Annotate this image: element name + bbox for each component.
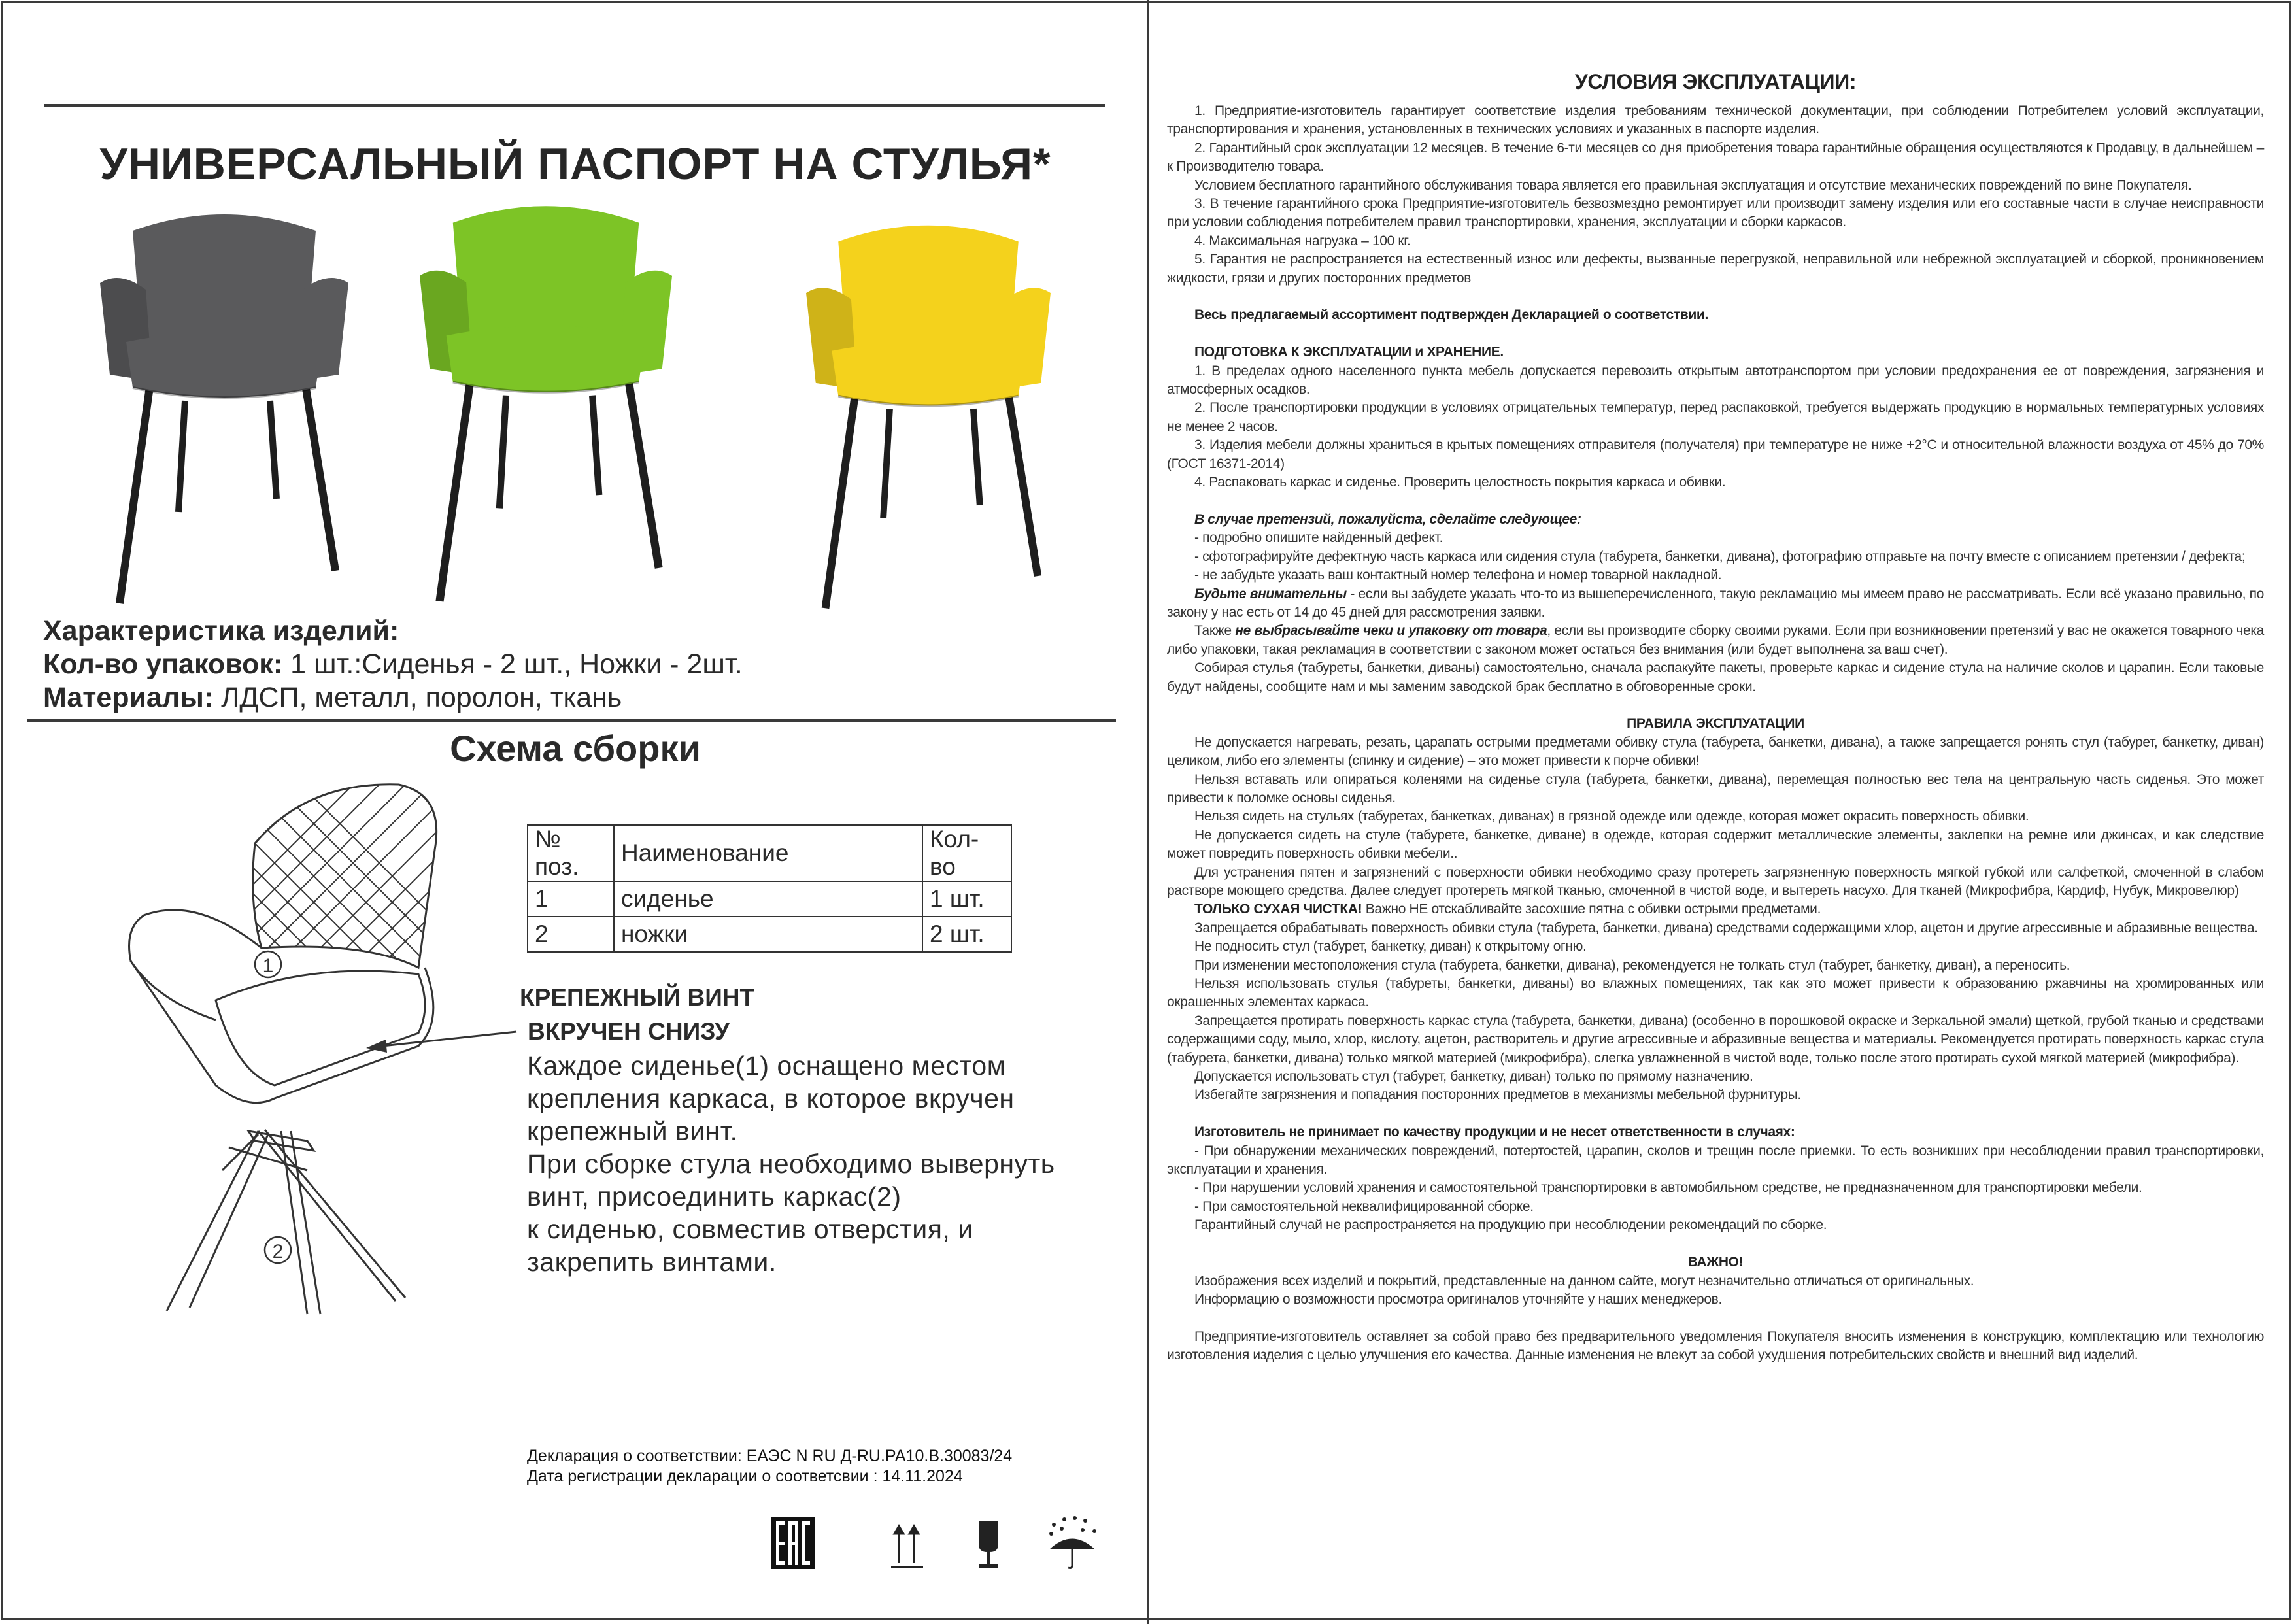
paragraph [1167, 900, 2264, 919]
text-segment: Также [1194, 623, 1236, 639]
declaration [527, 1446, 1012, 1487]
paragraph: Нельзя сидеть на стульях (табуретах, банкетках, диванах) в грязной одежде или одежде, которая может окрасить поверхность обивки. [1194, 809, 2029, 824]
section [1167, 306, 2264, 324]
text-segment: Будьте внимательны [1194, 586, 1347, 601]
paragraph: 1. Предприятие-изготовитель гарантирует соответствие изделия требованиям технической документации, при соблюдении Потребителем условий эксплуатации, транспортирования и хранения, установленных в технических условиях и указанных в паспорте изделия. [1167, 103, 2264, 137]
section [1167, 715, 2264, 1105]
seat-outline [98, 785, 530, 1103]
paragraph: 2. После транспортировки продукции в условиях отрицательных температур, перед распаковкой, требуется выдержать продукцию в нормальных температурных условиях не менее 2 часов. [1167, 400, 2264, 434]
product-photo-gray-chair [80, 205, 368, 617]
section-heading: ВАЖНО! [1687, 1255, 1744, 1270]
instruction-line: к сиденью, совместив отверстия, и [527, 1214, 973, 1244]
col-header-qty: Кол-во [922, 825, 1011, 881]
text-segment: не выбрасывайте чеки и упаковку от товара [1235, 623, 1547, 639]
cell-position: 1 [528, 881, 614, 917]
paragraph: 2. Гарантийный срок эксплуатации 12 месяцев. В течение 6-ти месяцев со дня приобретения товара гарантийные обращения осуществляются к Продавцу, в дальнейшем – к Производителю товара. [1167, 140, 2264, 175]
callout-1: 1 [262, 955, 274, 977]
screw-note [520, 981, 754, 1049]
parts-table [527, 824, 1012, 953]
paragraph: Допускается использовать стул (табурет, банкетку, диван) только по прямому назначению. [1194, 1069, 1753, 1085]
chair-leg [1005, 377, 1038, 576]
section [1167, 1123, 2264, 1234]
instruction-line: Каждое сиденье(1) оснащено местом [527, 1051, 1006, 1081]
table-row [528, 881, 1011, 917]
paragraph: 3. Изделия мебели должны храниться в крытых помещениях отправителя (получателя) при температуре не ниже +2°С и относительной влажности воздуха от 45% до 70% (ГОСТ 16371-2014) [1167, 437, 2264, 471]
paragraph: 3. В течение гарантийного срока Предприятие-изготовитель безвозмездно ремонтирует или производит замену изделия или его составные части в случае неисправности при условии соблюдения потребителем правил транспортировки, хранения, эксплуатации и сборки каркасов. [1167, 196, 2264, 230]
materials-value: ЛДСП, металл, поролон, ткань [213, 682, 622, 713]
cell-qty: 2 шт. [922, 917, 1011, 952]
chair-leg [973, 409, 980, 505]
paragraph: - При самостоятельной неквалифицированной сборке. [1194, 1198, 1534, 1214]
instruction-line: При сборке стула необходимо вывернуть [527, 1149, 1055, 1179]
paragraph: Нельзя вставать или опираться коленями на сиденье стула (табурета, банкетки, дивана), перемещая полностью вес тела на центральную часть сиденья. Это может привести к поломке основы сиденья. [1167, 771, 2264, 805]
col-header-position: № поз. [528, 825, 614, 881]
paragraph: Собирая стулья (табуреты, банкетки, диваны) самостоятельно, сначала распакуйте пакеты, проверьте каркас и сидение стула на наличие сколов и царапин. Если таковые будут найдены, сообщите нам и мы заменим заводской брак бесплатно в обговоренные сроки. [1167, 660, 2264, 694]
product-photo-green-chair [392, 196, 700, 615]
section [1167, 1253, 2264, 1309]
paragraph: Нельзя использовать стулья (табуреты, банкетки, диваны) во влажных помещениях, так как это может привести к образованию ржавчины на хромированных или окрашенных элементах каркаса. [1167, 976, 2264, 1010]
declaration-number: Декларация о соответствии: ЕАЭС N RU Д-RU.РА10.В.30083/24 [527, 1447, 1013, 1465]
assembly-instructions [527, 1049, 1055, 1278]
cell-name: ножки [614, 917, 922, 952]
package-symbols [771, 1512, 1111, 1570]
paragraph: Не допускается сидеть на стуле (табурете, банкетке, диване) в одежде, которая содержит металлические элементы, заклепки на ремне или джинсах, и как следствие может повредить поверхность обивки мебели.. [1167, 827, 2264, 862]
callout-2: 2 [272, 1241, 284, 1262]
paragraph: Предприятие-изготовитель оставляет за собой право без предварительного уведомления Покупателя вносить изменения в конструкцию, комплектацию или технологию изготовления изделия с целью улучшения его качества. Данные изменения не влекут за собой ухудшения потребительских свойств и внешний вид изделий. [1167, 1328, 2264, 1363]
paragraph: Запрещается протирать поверхность каркас стула (табурета, банкетки, дивана) (особенно в порошковой окраске и Зеркальной эмали) щеткой, грубой тканью и средствами содержащими соду, мыло, хлор, кислоту, ацетон, растворитель и другие агрессивные и абразивные вещества и материалы. Рекомендуется протирать поверхность каркас стула (табурета, банкетки, дивана) только мягкой материей (микрофибра), слегка увлажненной в чистой воде, только после этого протирать сухой мягкой материей (микрофибра). [1167, 1013, 2264, 1066]
product-photo-yellow-chair [758, 216, 1098, 621]
fragile-icon [979, 1521, 998, 1568]
text-segment: , если вы производите сборку своими руками. Если при возникновении претензий у вас не окажется товарного чека либо упаковки, такая рекламация в соответствии с законом может остаться без внимания (или будет выполнена за ваш счет). [1167, 623, 2264, 657]
section-heading: Изготовитель не принимает по качеству продукции и не несет ответственности в случаях: [1194, 1125, 1795, 1140]
column-divider [1147, 0, 1149, 1624]
section [1167, 65, 2264, 288]
chair-leg [499, 396, 506, 509]
paragraph: Не подносить стул (табурет, банкетку, диван) к открытому огню. [1194, 939, 1587, 955]
specs-heading: Характеристика изделий: [43, 615, 399, 647]
paragraph: - подробно опишите найденный дефект. [1194, 530, 1443, 546]
col-header-name: Наименование [614, 825, 922, 881]
operating-conditions [1167, 65, 2264, 1383]
section-heading: УСЛОВИЯ ЭКСПЛУАТАЦИИ: [1574, 70, 1857, 93]
chair-leg [270, 401, 277, 499]
chair-leg [592, 396, 599, 495]
cell-name: сиденье [614, 881, 922, 917]
packages-label: Кол-во упаковок: [43, 649, 283, 680]
instruction-line: крепления каркаса, в которое вкручен [527, 1083, 1015, 1113]
screw-note-line: КРЕПЕЖНЫЙ ВИНТ [520, 984, 755, 1011]
paragraph: Условием бесплатного гарантийного обслуживания товара является его правильная эксплуатация и отсутствие механических повреждений по вине Покупателя. [1194, 177, 2192, 193]
cell-qty: 1 шт. [922, 881, 1011, 917]
section [1167, 1328, 2264, 1365]
eac-mark-icon [771, 1517, 815, 1569]
top-rule [44, 104, 1105, 107]
paragraph: - При нарушении условий хранения и самостоятельной транспортировки в автомобильном средстве, не предназначенном для транспортировки мебели. [1194, 1180, 2142, 1196]
instruction-line: закрепить винтами. [527, 1247, 777, 1277]
section [1167, 511, 2264, 696]
product-specs [43, 615, 743, 715]
screw-note-line: ВКРУЧЕН СНИЗУ [528, 1018, 730, 1045]
chair-leg [120, 368, 152, 603]
section-heading: В случае претензий, пожалуйста, сделайте следующее: [1194, 511, 1581, 527]
screw-arrow [366, 1032, 516, 1053]
paragraph: Для устранения пятен и загрязнений с поверхности обивки необходимо сразу протереть загрязненную поверхность мягкой губкой или салфеткой, смоченной в слабом растворе моющего средства. Далее следует протереть мягкой тканью, смоченной в чистой воде, и вытереть насухо. Для тканей (Микрофибра, Кардиф, Нубук, Микровелюр) [1167, 864, 2264, 898]
legs-frame [167, 1130, 405, 1314]
assembly-title: Схема сборки [450, 728, 701, 769]
paragraph: 4. Распаковать каркас и сиденье. Проверить целостность покрытия каркаса и обивки. [1194, 475, 1726, 490]
paragraph: Гарантийный случай не распространяется на продукцию при несоблюдении рекомендаций по сборке. [1194, 1217, 1827, 1233]
materials-label: Материалы: [43, 682, 214, 713]
paragraph: Информацию о возможности просмотра оригиналов уточняйте у наших менеджеров. [1194, 1291, 1722, 1307]
chair-seat [126, 332, 322, 398]
table-row [528, 917, 1011, 952]
assembly-diagram [98, 771, 530, 1327]
this-way-up-icon [891, 1526, 923, 1567]
paragraph [1167, 622, 2264, 659]
keep-dry-icon [1049, 1516, 1096, 1568]
paragraph: 4. Максимальная нагрузка – 100 кг. [1194, 233, 1411, 248]
section-heading: ПОДГОТОВКА К ЭКСПЛУАТАЦИИ и ХРАНЕНИЕ. [1194, 345, 1504, 360]
text-segment: Важно НЕ отскабливайте засохшие пятна с обивки острыми предметами. [1362, 902, 1821, 917]
paragraph: 1. В пределах одного населенного пункта мебель допускается перевозить открытым автотранспортом при условии предохранения ее от повреждения, загрязнения и атмосферных осадков. [1167, 363, 2264, 398]
chair-leg [883, 409, 890, 518]
page-title: УНИВЕРСАЛЬНЫЙ ПАСПОРТ НА СТУЛЬЯ* [99, 139, 1051, 189]
instruction-line: винт, присоединить каркас(2) [527, 1181, 902, 1211]
paragraph: 5. Гарантия не распространяется на естественный износ или дефекты, вызванные перегрузкой, неправильной или небрежной эксплуатацией и сборкой, проникновением жидкости, грязи и других посторонних предметов [1167, 252, 2264, 286]
text-segment: ТОЛЬКО СУХАЯ ЧИСТКА! [1194, 902, 1362, 917]
section-heading: ПРАВИЛА ЭКСПЛУАТАЦИИ [1627, 716, 1804, 732]
paragraph: - не забудьте указать ваш контактный номер телефона и номер товарной накладной. [1194, 567, 1722, 583]
paragraph: - При обнаружении механических повреждений, потертостей, царапин, сколов и трещин после приемки. То есть возникших при несоблюдении правил транспортировки, эксплуатации и хранения. [1167, 1143, 2264, 1177]
paragraph: При изменении местоположения стула (табурета, банкетки, дивана), рекомендуется не толкать стул (табурет, банкетку, диван), а переносить. [1194, 957, 2070, 973]
chair-seat [447, 326, 646, 392]
paragraph: Изображения всех изделий и покрытий, представленные на данном сайте, могут незначительно отличаться от оригинальных. [1194, 1273, 1974, 1289]
paragraph: Не допускается нагревать, резать, царапать острыми предметами обивку стула (табурета, банкетки, дивана), а также запрещается ронять стул (табурет, банкетку, диван) целиком, либо его элементы (спинку и сидение) – это может привести к порче обивки! [1167, 734, 2264, 769]
instruction-line: крепежный винт. [527, 1116, 738, 1146]
chair-leg [303, 368, 335, 571]
paragraph: Запрещается обрабатывать поверхность обивки стула (табурета, банкетки, дивана) средствами содержащими хлор, ацетон и другие агрессивные и абразивные вещества. [1194, 920, 2258, 936]
chair-leg [626, 362, 659, 568]
paragraph: Весь предлагаемый ассортимент подтвержден Декларацией о соответствии. [1194, 307, 1708, 323]
paragraph: Избегайте загрязнения и попадания посторонних предметов в механизмы мебельной фурнитуры. [1194, 1087, 1801, 1103]
paragraph: - сфотографируйте дефектную часть каркаса или сидения стула (табурета, банкетки, дивана), фотографию отправьте на почту вместе с описанием претензии / дефекта; [1194, 549, 2246, 564]
text-segment: - если вы забудете указать что-то из вышеперечисленного, такую рекламацию мы имеем право не рассматривать. Если всё указано правильно, по закону у нас есть от 14 до 45 дней для рассмотрения заявки. [1167, 586, 2264, 620]
paragraph [1167, 585, 2264, 622]
section [1167, 343, 2264, 492]
cell-position: 2 [528, 917, 614, 952]
chair-seat [832, 341, 1024, 405]
chair-leg [826, 377, 858, 608]
declaration-date: Дата регистрации декларации о соответсвии : 14.11.2024 [527, 1467, 963, 1485]
chair-leg [439, 362, 473, 601]
packages-value: 1 шт.:Сиденья - 2 шт., Ножки - 2шт. [282, 649, 743, 680]
chair-leg [178, 401, 185, 512]
section-rule [27, 719, 1116, 722]
